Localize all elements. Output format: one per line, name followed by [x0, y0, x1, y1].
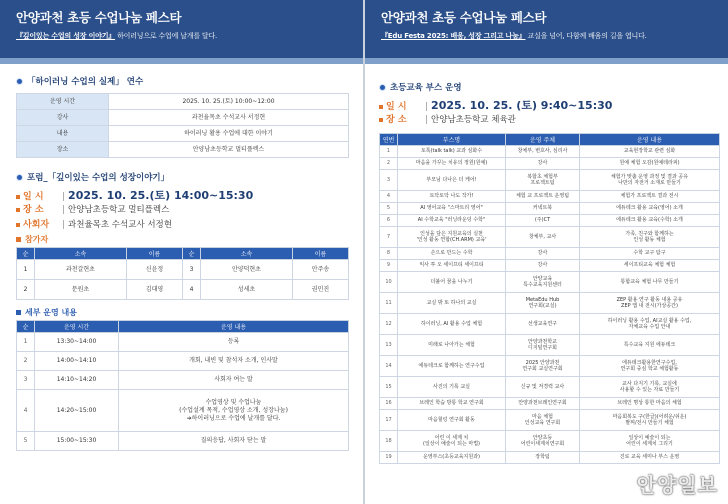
booth-cell: 브레인 학습 방통 학교 연구회 [398, 398, 506, 410]
booth-cell: 강사 [506, 158, 580, 170]
booth-cell: AI 영어교육 "스마트리 영어" [398, 203, 506, 215]
panel-cell: 2 [17, 280, 35, 300]
booth-cell: 2025 안양과천 연구회 교실연구회 [506, 356, 580, 377]
forum-place-key: 장 소 [23, 205, 44, 215]
schedule-cell: 1 [17, 333, 35, 352]
forum-place-row: 장 소 | 안양남초등학교 멀티플렉스 [16, 202, 349, 217]
table-row [17, 390, 349, 432]
booth-cell: 창체부, 변호사, 심리사 [506, 146, 580, 158]
booth-header-cell: 운영 내용 [580, 134, 720, 146]
table-row [17, 280, 349, 300]
panel-cell: 1 [17, 260, 35, 280]
booth-cell: 14 [380, 356, 398, 377]
panel-cell: 3 [183, 260, 201, 280]
booth-cell: 복합초 체험부 프로젝트팀 [506, 170, 580, 191]
booth-date-value: 2025. 10. 25. (토) 9:40~15:30 [431, 99, 613, 112]
booth-cell: 인성을 담은 지원교육의 실천 '인성 활동 연합(CH.ARM) 교육' [398, 227, 506, 248]
table-row [380, 377, 720, 398]
booth-cell: 안양과천브레인연구회 [506, 398, 580, 410]
schedule-title [16, 306, 349, 318]
panel-cell: 김대영 [127, 280, 183, 300]
booth-cell: 12 [380, 314, 398, 335]
booth-cell: 안양초등 어린이세계치연구회 [506, 431, 580, 452]
schedule-cell: 4 [17, 390, 35, 432]
forum-heading-text: 포럼_「깊이있는 수업의 성장이야기」 [27, 173, 170, 183]
schedule-cell: 사회자 여는 말 [119, 371, 349, 390]
panel-title [16, 233, 349, 245]
booth-cell: 안양과천학교 디지털연구회 [506, 335, 580, 356]
booth-date-key: 일 시 [386, 102, 407, 112]
schedule-header-cell: 운영 내용 [119, 321, 349, 333]
schedule-cell: 5 [17, 432, 35, 451]
panel-header-cell: 이름 [293, 248, 349, 260]
training-row [17, 142, 349, 158]
booth-cell: 에듀테크로 함께하는 연구수업 [398, 356, 506, 377]
right-subtitle-emphasis: 『Edu Festa 2025: 배움, 성장 그리고 나눔』 [381, 32, 526, 40]
booth-cell: 특수교육 지원 에듀테크 [580, 335, 720, 356]
booth-cell: (주)CT [506, 215, 580, 227]
booth-cell: 마음회복도 구(한글)(어려운/쉬운) 팔찌/전시 만들기 체험 [580, 410, 720, 431]
booth-cell: 1 [380, 146, 398, 158]
table-row [380, 227, 720, 248]
booth-cell: 진로 교육 세미나 부스 운영 [580, 452, 720, 464]
booth-header-cell: 운영 주체 [506, 134, 580, 146]
booth-cell: MetaEdu Hub 연구회(교실) [506, 293, 580, 314]
booth-cell: 교실 밖 또 하나의 교실 [398, 293, 506, 314]
booth-cell: 2 [380, 158, 398, 170]
booth-cell: 6 [380, 215, 398, 227]
booth-cell: 18 [380, 431, 398, 452]
booth-cell: 창체부, 교사 [506, 227, 580, 248]
training-row [17, 110, 349, 126]
booth-cell: 통합교육 체험 나무 만들기 [580, 272, 720, 293]
booth-header-cell: 부스명 [398, 134, 506, 146]
schedule-cell: 3 [17, 371, 35, 390]
training-label: 장소 [17, 142, 109, 158]
table-row [380, 410, 720, 431]
booth-cell: 3 [380, 170, 398, 191]
right-page [365, 0, 728, 504]
schedule-table [16, 320, 349, 451]
training-value: 안양남초등학교 멀티플렉스 [109, 142, 349, 158]
booth-cell: 에듀테크활용한연구수업, 연구회 중심 학교 체험활동 [580, 356, 720, 377]
booth-cell: 부모님 다나은 더 케어! [398, 170, 506, 191]
panel-cell: 문원초 [35, 280, 127, 300]
panel-title-text: 참가자 [25, 234, 49, 244]
booth-heading [379, 80, 720, 94]
table-row [380, 146, 720, 158]
booth-cell: 신규 및 저경력 교사 [506, 377, 580, 398]
schedule-title-text: 세부 운영 내용 [25, 307, 77, 317]
panel-header-cell: 순 [17, 248, 35, 260]
forum-date-key: 일 시 [23, 192, 44, 202]
training-value: 2025. 10. 25.(토) 10:00~12:00 [109, 94, 349, 110]
booth-cell: 가족, 친구와 함께하는 인성 활동 체험 [580, 227, 720, 248]
bullet-icon [16, 174, 23, 181]
panel-cell: 성세초 [201, 280, 293, 300]
left-title: 안양과천 초등 수업나눔 페스타 [16, 10, 182, 25]
schedule-cell: 15:00~15:30 [35, 432, 119, 451]
booth-cell: 마음 체험 인성교육 연구회 [506, 410, 580, 431]
booth-cell: 10 [380, 272, 398, 293]
booth-cell: 하이러닝 활용 수업, AI교실 활용 수업, 자체교육 수업 안내 [580, 314, 720, 335]
table-row [380, 203, 720, 215]
panel-cell: 4 [183, 280, 201, 300]
panel-cell: 신윤정 [127, 260, 183, 280]
training-row [17, 126, 349, 142]
booth-cell: 강사 [506, 248, 580, 260]
forum-host-row: 사회자 | 과천율목초 수석교사 서정현 [16, 217, 349, 232]
schedule-header-cell: 순 [17, 321, 35, 333]
booth-cell: 토닥토닥 나도 작가! [398, 191, 506, 203]
training-label: 내용 [17, 126, 109, 142]
training-value: 하이러닝 활용 수업에 대한 이야기 [109, 126, 349, 142]
panel-cell: 안주송 [293, 260, 349, 280]
forum-host-value: 과천율목초 수석교사 서정현 [68, 220, 172, 230]
booth-cell: 강사 [506, 260, 580, 272]
table-row [380, 215, 720, 227]
training-heading-text: 「하이러닝 수업의 실제」 연수 [27, 77, 144, 87]
forum-date-value: 2025. 10. 25.(토) 14:00~15:30 [68, 189, 254, 202]
booth-cell: 7 [380, 227, 398, 248]
schedule-cell: 수업영상 및 수업나눔 (수업설계 목적, 수업영상 소개, 성장나눔) ➔하이러닝으로 수업에 날개를 달다. [119, 390, 349, 432]
left-banner [0, 0, 363, 58]
booth-place-row: 장 소 | 안양남초등학교 체육관 [379, 112, 720, 127]
table-row [380, 248, 720, 260]
left-page [0, 0, 363, 504]
training-value: 과천율목초 수석교사 서정현 [109, 110, 349, 126]
schedule-header-cell: 운영 시간 [35, 321, 119, 333]
panel-cell: 과천갈현초 [35, 260, 127, 280]
training-row [17, 94, 349, 110]
booth-cell: 사진의 기록 교실 [398, 377, 506, 398]
table-row [380, 398, 720, 410]
forum-heading [16, 170, 349, 184]
table-row [17, 432, 349, 451]
table-row [17, 352, 349, 371]
panel-header-cell: 소속 [35, 248, 127, 260]
booth-cell: 에듀테크 활용 교육(영어) 소개 [580, 203, 720, 215]
booth-place-value: 안양남초등학교 체육관 [431, 115, 516, 125]
panel-header-cell: 소속 [201, 248, 293, 260]
table-row [380, 293, 720, 314]
booth-cell: 16 [380, 398, 398, 410]
booth-cell: 원예 체험 오감(원예테라피) [580, 158, 720, 170]
schedule-cell: 2 [17, 352, 35, 371]
table-row [380, 356, 720, 377]
booth-cell: 15 [380, 377, 398, 398]
booth-place-key: 장 소 [386, 115, 407, 125]
schedule-cell: 등록 [119, 333, 349, 352]
booth-cell: 교사 다지기 기록, 교실에 사용할 수 있는 자료 만들기 [580, 377, 720, 398]
table-row [17, 333, 349, 352]
right-subtitle [381, 32, 728, 41]
panel-cell: 안양덕현초 [201, 260, 293, 280]
booth-cell: 마음을 가꾸는 치유의 정원(원예) [398, 158, 506, 170]
right-subtitle-rest: 교실을 넘어, 다함께 배움의 길을 엽니다. [525, 32, 647, 40]
training-heading [16, 74, 349, 88]
square-bullet-icon [16, 237, 21, 242]
booth-cell: 브레인 명상 통한 마음의 체험 [580, 398, 720, 410]
booth-cell: 체험가 프로젝트 결과 전시 [580, 191, 720, 203]
booth-cell: 수학 교구 탐구 [580, 248, 720, 260]
booth-cell: 체험 교 프로젝트 운영팀 [506, 191, 580, 203]
right-title: 안양과천 초등 수업나눔 페스타 [381, 10, 547, 25]
booth-cell: 교육현장학교 관련 심화 [580, 146, 720, 158]
booth-cell: AI 수학교육 "러닝라운딩 수학" [398, 215, 506, 227]
booth-cell: 익사 투 오 세이프티 세이프티 [398, 260, 506, 272]
booth-cell: 운영부스(초등교육지원과) [398, 452, 506, 464]
left-subtitle-rest: 하이러닝으로 수업에 날개를 달다. [115, 32, 218, 40]
bullet-icon [379, 84, 386, 91]
bullet-icon [16, 78, 23, 85]
booth-cell: 4 [380, 191, 398, 203]
booth-cell: 커넥트북 [506, 203, 580, 215]
schedule-cell: 개회, 내빈 및 참석자 소개, 인사말 [119, 352, 349, 371]
table-row [17, 260, 349, 280]
booth-cell: 일상이 예술이 되는 어린이 세계치 그리기 [580, 431, 720, 452]
schedule-cell: 14:10~14:20 [35, 371, 119, 390]
table-row [380, 431, 720, 452]
booth-cell: 마음힐링 연구회 활동 [398, 410, 506, 431]
left-subtitle-emphasis: 『깊이있는 수업의 성장 이야기』 [16, 32, 116, 40]
booth-cell: 하이러닝, AI 활용 수업 체험 [398, 314, 506, 335]
panel-table [16, 247, 349, 300]
watermark-logo: 안양일보 [636, 473, 718, 497]
booth-cell: 손으로 만드는 수학 [398, 248, 506, 260]
training-label: 강사 [17, 110, 109, 126]
booth-cell: 안양교육 특수교육지원센터 [506, 272, 580, 293]
booth-cell: 장학팀 [506, 452, 580, 464]
booth-cell: 미래로 나아가는 체험 [398, 335, 506, 356]
table-row [380, 335, 720, 356]
panel-cell: 권민진 [293, 280, 349, 300]
forum-date-row: 일 시 | 2025. 10. 25.(토) 14:00~15:30 [16, 187, 349, 202]
booth-table [379, 133, 720, 464]
table-row [380, 452, 720, 464]
booth-cell: 선생교육연구 [506, 314, 580, 335]
booth-cell: 5 [380, 203, 398, 215]
booth-cell: 에듀테크 활용 교육(수학) 소개 [580, 215, 720, 227]
booth-cell: 13 [380, 335, 398, 356]
booth-cell: 9 [380, 260, 398, 272]
training-label: 운영 시간 [17, 94, 109, 110]
booth-cell: 어린 이 세계 치 (일상이 예술이 되는 마법) [398, 431, 506, 452]
panel-header-cell: 이름 [127, 248, 183, 260]
booth-cell: 체험가 맞춤 운영 과정 및 결과 공유 나만의 자전거 소재로 만들기 [580, 170, 720, 191]
table-row [380, 260, 720, 272]
table-row [380, 170, 720, 191]
booth-header-cell: 연번 [380, 134, 398, 146]
booth-heading-text: 초등교육 부스 운영 [390, 83, 462, 93]
booth-cell: 19 [380, 452, 398, 464]
table-row [380, 158, 720, 170]
schedule-cell: 14:00~14:10 [35, 352, 119, 371]
schedule-cell: 14:20~15:00 [35, 390, 119, 432]
schedule-cell: 13:30~14:00 [35, 333, 119, 352]
booth-cell: 세이프티교육 체험 체험 [580, 260, 720, 272]
right-banner [365, 0, 728, 58]
booth-cell: ZEP 활용 연구 활동 내용 공유 ZEP 앱 내 전시(가상공간) [580, 293, 720, 314]
table-row [380, 191, 720, 203]
booth-cell: 8 [380, 248, 398, 260]
training-table [16, 93, 349, 158]
square-bullet-icon [16, 310, 21, 315]
schedule-cell: 질의응답, 사회자 닫는 말 [119, 432, 349, 451]
booth-cell: 17 [380, 410, 398, 431]
booth-date-row: 일 시 | 2025. 10. 25. (토) 9:40~15:30 [379, 97, 720, 112]
table-row [17, 371, 349, 390]
booth-cell: 더불어 꿈을 나누기 [398, 272, 506, 293]
forum-place-value: 안양남초등학교 멀티플렉스 [68, 205, 170, 215]
left-subtitle [16, 32, 363, 41]
forum-host-key: 사회자 [23, 220, 50, 230]
booth-cell: 토톡(talk talk) 교과 심화수 [398, 146, 506, 158]
table-row [380, 314, 720, 335]
table-row [380, 272, 720, 293]
booth-cell: 11 [380, 293, 398, 314]
panel-header-cell: 순 [183, 248, 201, 260]
